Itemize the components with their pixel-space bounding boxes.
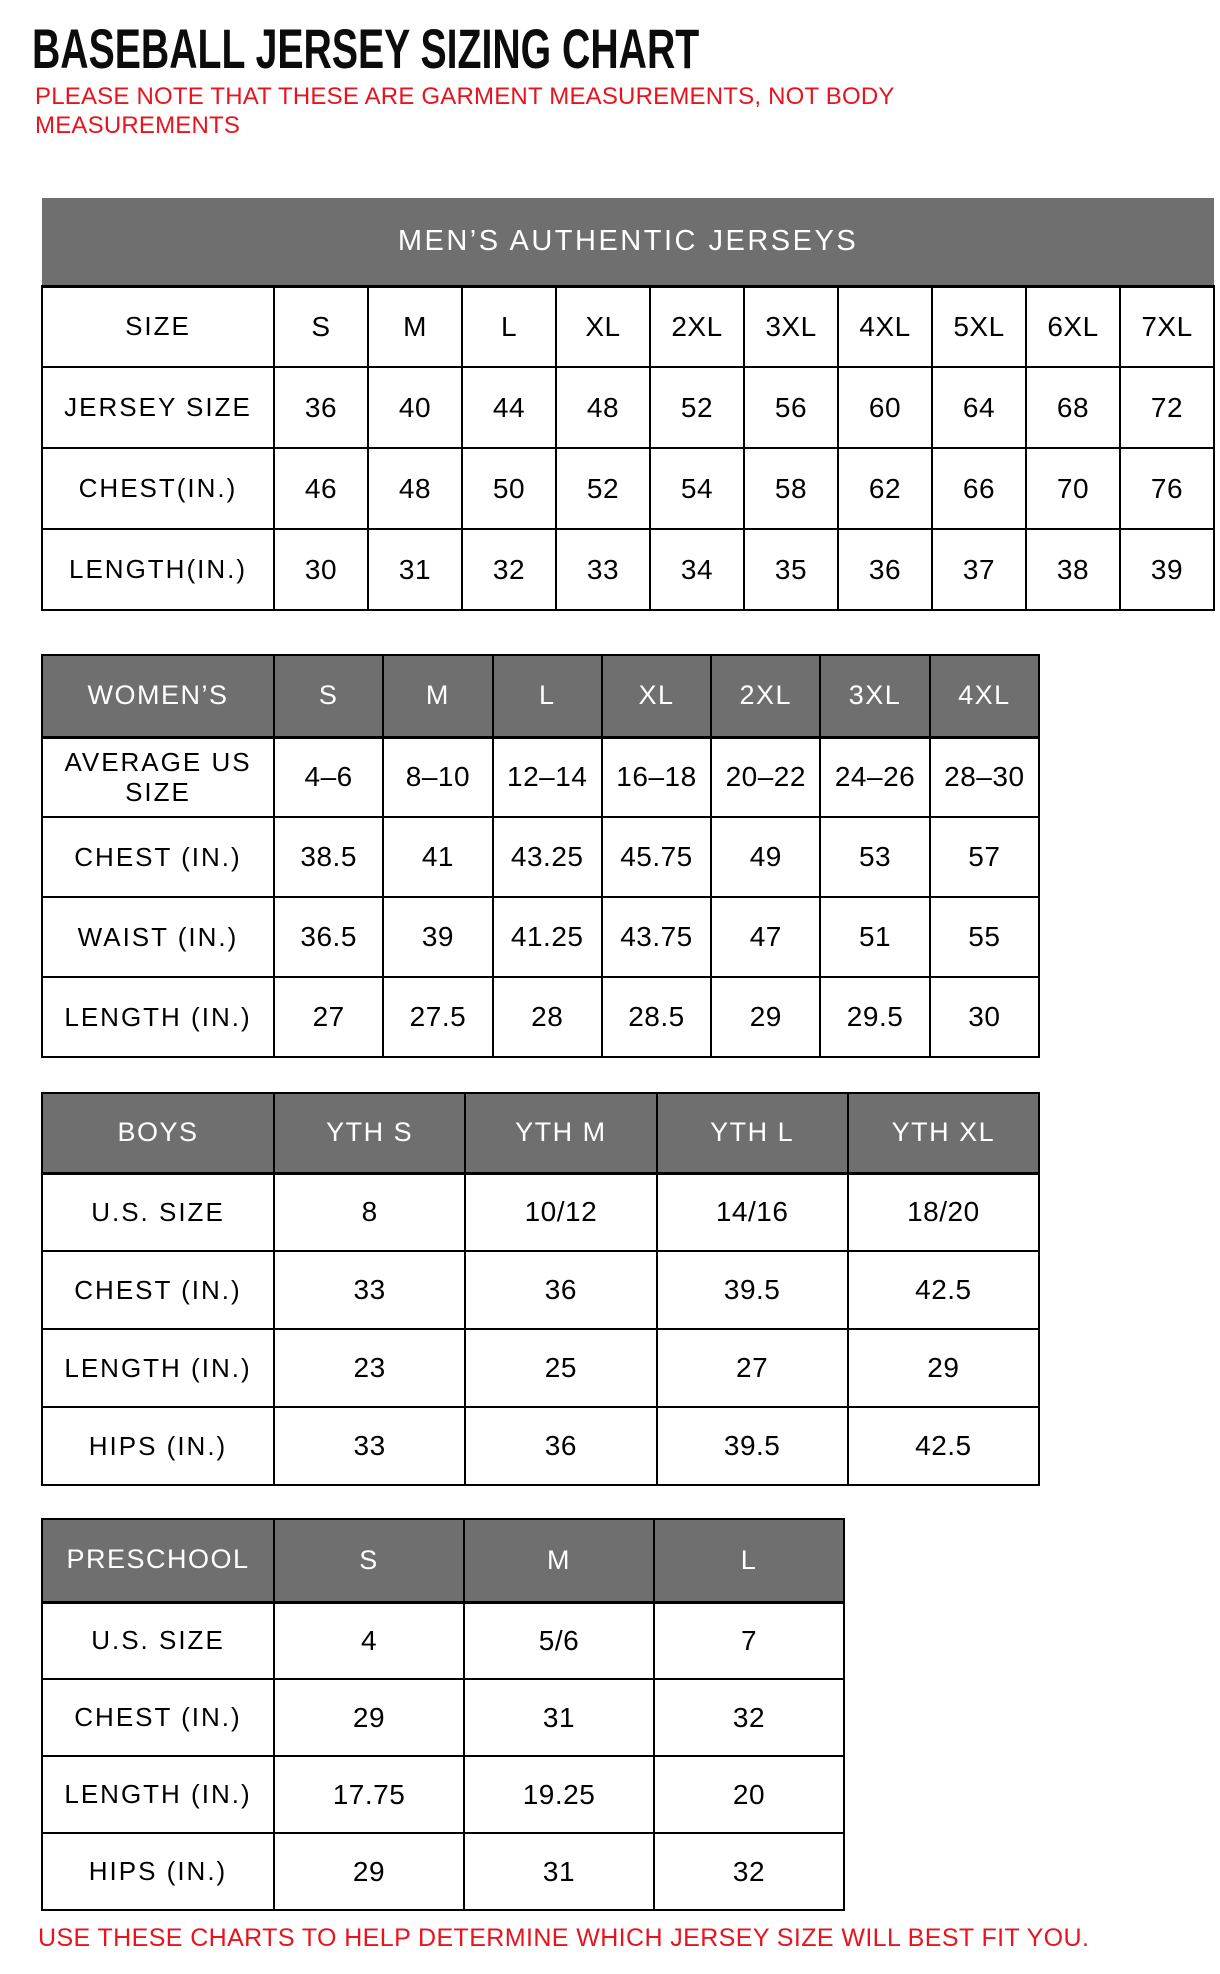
mens-size-header: 7XL [1120, 286, 1214, 367]
mens-value-cell: 33 [556, 529, 650, 610]
womens-value-cell: 30 [930, 977, 1039, 1057]
boys-value-cell: 27 [657, 1329, 848, 1407]
mens-value-cell: 38 [1026, 529, 1120, 610]
womens-value-cell: 16–18 [602, 737, 711, 817]
mens-value-cell: 54 [650, 448, 744, 529]
mens-size-header: 3XL [744, 286, 838, 367]
mens-sizing-section [41, 198, 1215, 611]
womens-value-cell: 38.5 [274, 817, 383, 897]
preschool-value-cell: 4 [274, 1602, 464, 1679]
preschool-row-label: LENGTH (IN.) [42, 1756, 274, 1833]
mens-row-label: CHEST(IN.) [42, 448, 274, 529]
mens-value-cell: 50 [462, 448, 556, 529]
womens-value-cell: 29.5 [820, 977, 929, 1057]
womens-value-cell: 49 [711, 817, 820, 897]
womens-row-label: LENGTH (IN.) [42, 977, 274, 1057]
boys-value-cell: 29 [848, 1329, 1039, 1407]
boys-value-cell: 33 [274, 1251, 465, 1329]
preschool-sizing-table [41, 1518, 845, 1911]
womens-value-cell: 51 [820, 897, 929, 977]
boys-row-label: LENGTH (IN.) [42, 1329, 274, 1407]
womens-value-cell: 20–22 [711, 737, 820, 817]
mens-value-cell: 34 [650, 529, 744, 610]
mens-banner-title: MEN’S AUTHENTIC JERSEYS [42, 198, 1214, 286]
page-title-text: BASEBALL JERSEY SIZING CHART [32, 17, 700, 80]
mens-size-header: XL [556, 286, 650, 367]
boys-row-label: HIPS (IN.) [42, 1407, 274, 1485]
preschool-value-cell: 32 [654, 1679, 844, 1756]
mens-size-header: M [368, 286, 462, 367]
mens-value-cell: 68 [1026, 367, 1120, 448]
womens-sizing-section [41, 654, 1040, 1058]
mens-value-cell: 37 [932, 529, 1026, 610]
womens-value-cell: 41.25 [493, 897, 602, 977]
boys-value-cell: 18/20 [848, 1173, 1039, 1251]
womens-value-cell: 27.5 [383, 977, 492, 1057]
mens-value-cell: 56 [744, 367, 838, 448]
mens-value-cell: 39 [1120, 529, 1214, 610]
preschool-row-label: HIPS (IN.) [42, 1833, 274, 1910]
womens-value-cell: 29 [711, 977, 820, 1057]
mens-value-cell: 31 [368, 529, 462, 610]
boys-value-cell: 14/16 [657, 1173, 848, 1251]
mens-value-cell: 40 [368, 367, 462, 448]
mens-value-cell: 32 [462, 529, 556, 610]
preschool-size-header: M [464, 1519, 654, 1602]
mens-value-cell: 46 [274, 448, 368, 529]
womens-value-cell: 53 [820, 817, 929, 897]
womens-value-cell: 28–30 [930, 737, 1039, 817]
mens-value-cell: 60 [838, 367, 932, 448]
mens-size-header: 2XL [650, 286, 744, 367]
womens-value-cell: 39 [383, 897, 492, 977]
preschool-value-cell: 19.25 [464, 1756, 654, 1833]
mens-value-cell: 44 [462, 367, 556, 448]
mens-value-cell: 52 [650, 367, 744, 448]
womens-size-header: 3XL [820, 655, 929, 737]
preschool-value-cell: 31 [464, 1833, 654, 1910]
mens-value-cell: 52 [556, 448, 650, 529]
mens-value-cell: 64 [932, 367, 1026, 448]
womens-value-cell: 55 [930, 897, 1039, 977]
mens-value-cell: 66 [932, 448, 1026, 529]
womens-value-cell: 57 [930, 817, 1039, 897]
fit-advice-footer: USE THESE CHARTS TO HELP DETERMINE WHICH JERSEY SIZE WILL BEST FIT YOU. [38, 1924, 1090, 1952]
mens-value-cell: 30 [274, 529, 368, 610]
boys-value-cell: 8 [274, 1173, 465, 1251]
boys-size-header: YTH XL [848, 1093, 1039, 1173]
preschool-value-cell: 32 [654, 1833, 844, 1910]
mens-value-cell: 48 [556, 367, 650, 448]
womens-value-cell: 45.75 [602, 817, 711, 897]
preschool-value-cell: 29 [274, 1679, 464, 1756]
womens-row-label: CHEST (IN.) [42, 817, 274, 897]
womens-value-cell: 4–6 [274, 737, 383, 817]
boys-row-label: U.S. SIZE [42, 1173, 274, 1251]
womens-row-label: WAIST (IN.) [42, 897, 274, 977]
preschool-size-header: L [654, 1519, 844, 1602]
mens-size-header: 4XL [838, 286, 932, 367]
preschool-sizing-section [41, 1518, 845, 1911]
boys-sizing-table [41, 1092, 1040, 1486]
boys-value-cell: 42.5 [848, 1251, 1039, 1329]
preschool-value-cell: 29 [274, 1833, 464, 1910]
mens-size-header: L [462, 286, 556, 367]
boys-size-header: YTH S [274, 1093, 465, 1173]
boys-size-header: YTH L [657, 1093, 848, 1173]
boys-value-cell: 33 [274, 1407, 465, 1485]
mens-value-cell: 35 [744, 529, 838, 610]
mens-value-cell: 36 [838, 529, 932, 610]
boys-value-cell: 39.5 [657, 1251, 848, 1329]
mens-size-header: 6XL [1026, 286, 1120, 367]
womens-size-header: XL [602, 655, 711, 737]
preschool-value-cell: 7 [654, 1602, 844, 1679]
mens-value-cell: 48 [368, 448, 462, 529]
mens-row-label: JERSEY SIZE [42, 367, 274, 448]
mens-value-cell: 72 [1120, 367, 1214, 448]
boys-value-cell: 10/12 [465, 1173, 656, 1251]
womens-size-header: S [274, 655, 383, 737]
womens-value-cell: 27 [274, 977, 383, 1057]
mens-header-label: SIZE [42, 286, 274, 367]
mens-value-cell: 58 [744, 448, 838, 529]
mens-value-cell: 70 [1026, 448, 1120, 529]
boys-value-cell: 23 [274, 1329, 465, 1407]
womens-value-cell: 28 [493, 977, 602, 1057]
mens-row-label: LENGTH(IN.) [42, 529, 274, 610]
mens-size-header: 5XL [932, 286, 1026, 367]
womens-size-header: M [383, 655, 492, 737]
preschool-value-cell: 17.75 [274, 1756, 464, 1833]
womens-value-cell: 28.5 [602, 977, 711, 1057]
womens-size-header: 2XL [711, 655, 820, 737]
boys-size-header: YTH M [465, 1093, 656, 1173]
mens-value-cell: 62 [838, 448, 932, 529]
womens-value-cell: 41 [383, 817, 492, 897]
preschool-size-header: S [274, 1519, 464, 1602]
mens-value-cell: 36 [274, 367, 368, 448]
mens-size-header: S [274, 286, 368, 367]
preschool-row-label: U.S. SIZE [42, 1602, 274, 1679]
preschool-value-cell: 31 [464, 1679, 654, 1756]
preschool-value-cell: 5/6 [464, 1602, 654, 1679]
boys-sizing-section [41, 1092, 1040, 1486]
boys-row-label: CHEST (IN.) [42, 1251, 274, 1329]
womens-row-label: AVERAGE US SIZE [42, 737, 274, 817]
preschool-header-label: PRESCHOOL [42, 1519, 274, 1602]
boys-value-cell: 36 [465, 1251, 656, 1329]
boys-value-cell: 25 [465, 1329, 656, 1407]
page-title [32, 16, 985, 81]
womens-value-cell: 12–14 [493, 737, 602, 817]
womens-value-cell: 36.5 [274, 897, 383, 977]
womens-size-header: 4XL [930, 655, 1039, 737]
boys-value-cell: 39.5 [657, 1407, 848, 1485]
garment-measurement-note: PLEASE NOTE THAT THESE ARE GARMENT MEASUREMENTS, NOT BODY MEASUREMENTS [35, 83, 895, 139]
preschool-value-cell: 20 [654, 1756, 844, 1833]
womens-sizing-table [41, 654, 1040, 1058]
womens-value-cell: 43.75 [602, 897, 711, 977]
boys-value-cell: 42.5 [848, 1407, 1039, 1485]
womens-value-cell: 24–26 [820, 737, 929, 817]
womens-value-cell: 47 [711, 897, 820, 977]
womens-value-cell: 43.25 [493, 817, 602, 897]
womens-value-cell: 8–10 [383, 737, 492, 817]
boys-header-label: BOYS [42, 1093, 274, 1173]
mens-sizing-table [41, 198, 1215, 611]
womens-size-header: L [493, 655, 602, 737]
mens-value-cell: 76 [1120, 448, 1214, 529]
boys-value-cell: 36 [465, 1407, 656, 1485]
womens-header-label: WOMEN’S [42, 655, 274, 737]
preschool-row-label: CHEST (IN.) [42, 1679, 274, 1756]
